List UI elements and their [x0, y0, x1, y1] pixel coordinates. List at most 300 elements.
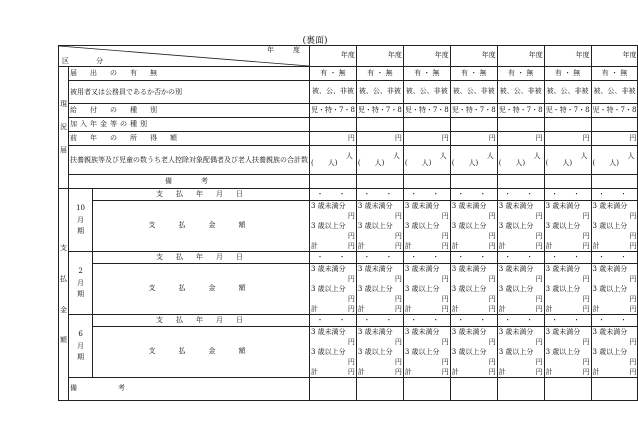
amount-line [452, 337, 496, 347]
amount-line-label: 3 歳以上分 [545, 285, 581, 293]
amount-line [546, 304, 590, 314]
elderly-persons-unit: ( 人) [498, 159, 526, 167]
amount-line-label: 3 歳未満分 [404, 328, 440, 336]
genkyo-value: 被、公、非被 [544, 81, 591, 104]
amount-line-label: 計 [404, 368, 412, 376]
amount-line [452, 231, 496, 241]
dependents-cell [450, 146, 497, 175]
amount-line [499, 221, 543, 231]
amount-line [311, 284, 355, 294]
payment-date-value: ・ ・ [591, 189, 638, 201]
amount-line [358, 241, 402, 251]
amount-line-label: 3 歳未満分 [451, 328, 487, 336]
payment-amount-cell [591, 201, 638, 252]
amount-line-label: 3 歳未満分 [592, 328, 628, 336]
genkyo-row-label: 加入年金等の種別 [69, 118, 310, 132]
amount-line [405, 221, 449, 231]
empty-cell [403, 118, 450, 132]
amount-line [546, 327, 590, 337]
payment-date-value: ・ ・ [497, 252, 544, 264]
elderly-persons-unit: ( 人) [311, 159, 338, 167]
amount-line [358, 201, 402, 211]
amount-line-label: 計 [498, 305, 506, 313]
yen-unit: 円 [394, 275, 402, 283]
payment-amount-label: 支 払 金 額 [93, 264, 310, 315]
period-char: 6 [78, 329, 83, 338]
amount-line [499, 357, 543, 367]
yen-unit: 円 [441, 242, 449, 250]
amount-line-label: 計 [592, 368, 600, 376]
yen-unit: 円 [347, 295, 355, 303]
amount-line-label: 計 [592, 242, 600, 250]
amount-line-label: 計 [404, 242, 412, 250]
amount-line [593, 231, 637, 241]
period-char: 月 [77, 278, 85, 287]
amount-line-label: 3 歳以上分 [545, 348, 581, 356]
amount-line [546, 337, 590, 347]
period-char: 月 [77, 341, 85, 350]
yen-unit: 円 [394, 338, 402, 346]
yen-unit: 円 [488, 275, 496, 283]
amount-line [546, 357, 590, 367]
payment-date-label: 支 払 年 月 日 [93, 252, 310, 264]
yen-unit: 円 [347, 358, 355, 366]
yen-unit: 円 [394, 368, 402, 376]
empty-cell [356, 118, 403, 132]
yen-unit: 円 [488, 212, 496, 220]
amount-line [499, 294, 543, 304]
payment-date-value: ・ ・ [356, 252, 403, 264]
amount-line [593, 367, 637, 377]
amount-line-label: 3 歳以上分 [311, 222, 346, 230]
period-label [69, 252, 93, 315]
payment-amount-cell [356, 201, 403, 252]
amount-line [452, 274, 496, 284]
dependents-cell [591, 146, 638, 175]
amount-line-label: 計 [592, 305, 600, 313]
amount-line-label: 計 [311, 305, 318, 313]
genkyo-value: 有 ・ 無 [591, 67, 638, 81]
amount-line-label: 3 歳以上分 [311, 285, 346, 293]
amount-line-label: 3 歳以上分 [357, 348, 393, 356]
genkyo-value: 円 [403, 132, 450, 146]
amount-line-label: 計 [498, 368, 506, 376]
yen-unit: 円 [629, 295, 637, 303]
payment-amount-cell [450, 201, 497, 252]
yen-unit: 円 [535, 338, 543, 346]
amount-line-label: 3 歳以上分 [498, 285, 534, 293]
yen-unit: 円 [629, 358, 637, 366]
amount-line-label: 3 歳未満分 [545, 202, 581, 210]
year-header: 年度 [450, 46, 497, 67]
amount-line [311, 221, 355, 231]
amount-line [311, 304, 355, 314]
section-char: 届 [60, 145, 67, 154]
yen-unit: 円 [394, 295, 402, 303]
year-header: 年度 [356, 46, 403, 67]
amount-line-label: 計 [545, 242, 553, 250]
amount-line [452, 327, 496, 337]
amount-line [405, 304, 449, 314]
empty-cell [497, 118, 544, 132]
yen-unit: 円 [535, 212, 543, 220]
amount-line [311, 264, 355, 274]
payment-date-value: ・ ・ [544, 252, 591, 264]
amount-line [405, 241, 449, 251]
amount-line [499, 211, 543, 221]
payment-amount-label: 支 払 金 額 [93, 201, 310, 252]
payment-amount-cell [497, 327, 544, 378]
amount-line [593, 284, 637, 294]
amount-line [499, 274, 543, 284]
amount-line-label: 3 歳未満分 [357, 328, 393, 336]
payment-date-value: ・ ・ [497, 189, 544, 201]
amount-line-label: 3 歳以上分 [404, 348, 440, 356]
amount-line [358, 211, 402, 221]
amount-line [311, 294, 355, 304]
persons-unit: 人 [533, 151, 541, 160]
yen-unit: 円 [629, 305, 637, 313]
amount-line [452, 284, 496, 294]
persons-unit: 人 [345, 151, 353, 160]
genkyo-value: 児・特・7・8 [450, 104, 497, 118]
amount-line [358, 231, 402, 241]
payment-date-value: ・ ・ [403, 315, 450, 327]
amount-line [358, 264, 402, 274]
yen-unit: 円 [441, 358, 449, 366]
period-char: 期 [77, 227, 85, 236]
payment-amount-cell [591, 327, 638, 378]
remarks-cell [310, 378, 357, 401]
amount-line-label: 計 [451, 368, 459, 376]
yen-unit: 円 [488, 338, 496, 346]
amount-line [499, 201, 543, 211]
payment-date-label: 支 払 年 月 日 [93, 315, 310, 327]
amount-line [593, 211, 637, 221]
yen-unit: 円 [582, 275, 590, 283]
section-char: 額 [60, 336, 67, 345]
remarks-cell [450, 378, 497, 401]
amount-line [593, 241, 637, 251]
amount-line [358, 357, 402, 367]
amount-line-label: 3 歳未満分 [311, 328, 346, 336]
payment-amount-cell [403, 201, 450, 252]
amount-line [311, 241, 355, 251]
dependents-cell [356, 146, 403, 175]
nendo-label: 年 度 [267, 46, 306, 54]
year-header: 年度 [544, 46, 591, 67]
yen-unit: 円 [347, 368, 355, 376]
yen-unit: 円 [347, 242, 355, 250]
payment-amount-label: 支 払 金 額 [93, 327, 310, 378]
yen-unit: 円 [582, 305, 590, 313]
amount-line [546, 274, 590, 284]
amount-line-label: 3 歳以上分 [404, 222, 440, 230]
yen-unit: 円 [394, 358, 402, 366]
amount-line [593, 327, 637, 337]
period-char: 2 [78, 266, 83, 275]
amount-line [499, 304, 543, 314]
amount-line [499, 367, 543, 377]
genkyo-value: 被、公、非被 [403, 81, 450, 104]
header-corner [59, 46, 310, 67]
amount-line [499, 231, 543, 241]
remarks-text: 備 考 [70, 384, 130, 393]
amount-line [358, 304, 402, 314]
section-char: 支 [60, 244, 67, 252]
amount-line [452, 211, 496, 221]
amount-line [546, 241, 590, 251]
yen-unit: 円 [488, 368, 496, 376]
amount-line [405, 367, 449, 377]
amount-line-label: 計 [311, 242, 318, 250]
yen-unit: 円 [488, 358, 496, 366]
amount-line-label: 3 歳以上分 [451, 348, 487, 356]
amount-line-label: 計 [545, 368, 553, 376]
amount-line [452, 221, 496, 231]
yen-unit: 円 [582, 242, 590, 250]
genkyo-value: 被、公、非被 [591, 81, 638, 104]
genkyo-value: 被、公、非被 [310, 81, 357, 104]
empty-cell [356, 175, 403, 189]
period-char: 10 [76, 203, 85, 212]
amount-line [358, 294, 402, 304]
genkyo-value: 児・特・7・8 [591, 104, 638, 118]
genkyo-value: 児・特・7・8 [310, 104, 357, 118]
yen-unit: 円 [441, 368, 449, 376]
empty-cell [544, 175, 591, 189]
amount-line-label: 3 歳以上分 [498, 348, 534, 356]
amount-line-label: 3 歳以上分 [357, 222, 393, 230]
genkyo-value: 有 ・ 無 [403, 67, 450, 81]
yen-unit: 円 [582, 338, 590, 346]
amount-line-label: 3 歳以上分 [592, 222, 628, 230]
amount-line-label: 3 歳未満分 [498, 265, 534, 273]
amount-line [452, 264, 496, 274]
amount-line-label: 3 歳未満分 [545, 265, 581, 273]
amount-line-label: 3 歳以上分 [592, 348, 628, 356]
amount-line-label: 3 歳未満分 [592, 202, 628, 210]
payment-date-label: 支 払 年 月 日 [93, 189, 310, 201]
empty-cell [310, 118, 357, 132]
persons-unit: 人 [392, 151, 400, 160]
kubun-label: 区 分 [62, 56, 113, 65]
yen-unit: 円 [441, 212, 449, 220]
amount-line-label: 3 歳以上分 [451, 222, 487, 230]
genkyo-row-label: 届 出 の 有 無 [69, 67, 310, 81]
payment-amount-cell [356, 327, 403, 378]
genkyo-value: 円 [544, 132, 591, 146]
empty-cell [497, 175, 544, 189]
payment-amount-cell [403, 327, 450, 378]
amount-line [593, 304, 637, 314]
yen-unit: 円 [488, 295, 496, 303]
amount-line [311, 231, 355, 241]
amount-line-label: 3 歳以上分 [404, 285, 440, 293]
empty-cell [310, 175, 357, 189]
amount-line [405, 357, 449, 367]
year-header: 年度 [591, 46, 638, 67]
yen-unit: 円 [441, 295, 449, 303]
yen-unit: 円 [488, 305, 496, 313]
amount-line-label: 3 歳以上分 [357, 285, 393, 293]
genkyo-row-label: 被用者又は公務員であるか否かの別 [69, 81, 310, 104]
amount-line [499, 241, 543, 251]
yen-unit: 円 [394, 242, 402, 250]
payment-amount-cell [450, 327, 497, 378]
yen-unit: 円 [535, 275, 543, 283]
empty-cell [450, 175, 497, 189]
yen-unit: 円 [535, 232, 543, 240]
amount-line-label: 3 歳以上分 [592, 285, 628, 293]
amount-line [405, 274, 449, 284]
yen-unit: 円 [488, 232, 496, 240]
amount-line-label: 計 [357, 368, 365, 376]
amount-line-label: 3 歳未満分 [451, 265, 487, 273]
dependents-cell [497, 146, 544, 175]
yen-unit: 円 [394, 232, 402, 240]
yen-unit: 円 [582, 358, 590, 366]
persons-unit: 人 [486, 151, 494, 160]
persons-unit: 人 [627, 151, 635, 160]
amount-line [405, 201, 449, 211]
yen-unit: 円 [629, 368, 637, 376]
payment-amount-cell [544, 264, 591, 315]
payment-date-value: ・ ・ [310, 189, 357, 201]
amount-line-label: 3 歳未満分 [404, 202, 440, 210]
payment-date-value: ・ ・ [544, 189, 591, 201]
yen-unit: 円 [347, 275, 355, 283]
amount-line-label: 計 [357, 305, 365, 313]
amount-line [358, 274, 402, 284]
amount-line [593, 337, 637, 347]
amount-line [546, 284, 590, 294]
section-char: 況 [60, 123, 67, 132]
amount-line [311, 274, 355, 284]
yen-unit: 円 [629, 338, 637, 346]
payment-amount-cell [310, 201, 357, 252]
genkyo-value: 円 [450, 132, 497, 146]
payment-amount-cell [310, 264, 357, 315]
yen-unit: 円 [347, 232, 355, 240]
yen-unit: 円 [441, 275, 449, 283]
amount-line [593, 347, 637, 357]
amount-line [405, 294, 449, 304]
yen-unit: 円 [629, 212, 637, 220]
amount-line [546, 367, 590, 377]
amount-line-label: 計 [357, 242, 365, 250]
payment-date-value: ・ ・ [356, 315, 403, 327]
amount-line-label: 3 歳以上分 [451, 285, 487, 293]
amount-line [593, 221, 637, 231]
period-label [69, 189, 93, 252]
yen-unit: 円 [441, 338, 449, 346]
yen-unit: 円 [535, 358, 543, 366]
persons-unit: 人 [439, 151, 447, 160]
payment-date-value: ・ ・ [450, 252, 497, 264]
amount-line [358, 367, 402, 377]
genkyo-row-label: 前 年 の 所 得 額 [69, 132, 310, 146]
payment-amount-cell [450, 264, 497, 315]
amount-line [593, 357, 637, 367]
amount-line [311, 337, 355, 347]
amount-line [452, 304, 496, 314]
empty-cell [591, 118, 638, 132]
genkyo-value: 有 ・ 無 [450, 67, 497, 81]
amount-line [311, 327, 355, 337]
amount-line [358, 284, 402, 294]
amount-line [452, 357, 496, 367]
yen-unit: 円 [582, 232, 590, 240]
period-char: 期 [77, 353, 85, 362]
genkyo-value: 有 ・ 無 [497, 67, 544, 81]
genkyo-value: 児・特・7・8 [544, 104, 591, 118]
amount-line [358, 221, 402, 231]
shiharai-section-label [59, 189, 69, 401]
amount-line [358, 327, 402, 337]
genkyo-row-label: 給 付 の 種 別 [69, 104, 310, 118]
payment-amount-cell [497, 264, 544, 315]
yen-unit: 円 [535, 295, 543, 303]
amount-line [405, 327, 449, 337]
yen-unit: 円 [441, 232, 449, 240]
amount-line [311, 367, 355, 377]
section-char: 現 [60, 100, 67, 109]
yen-unit: 円 [535, 368, 543, 376]
payment-date-value: ・ ・ [591, 315, 638, 327]
amount-line [546, 221, 590, 231]
year-header: 年度 [403, 46, 450, 67]
genkyo-section-label [59, 67, 69, 189]
amount-line [405, 264, 449, 274]
section-char: 払 [60, 274, 67, 283]
dependents-cell [544, 146, 591, 175]
yen-unit: 円 [394, 212, 402, 220]
elderly-persons-unit: ( 人) [545, 159, 573, 167]
section-char: 金 [60, 305, 67, 314]
genkyo-value: 有 ・ 無 [310, 67, 357, 81]
amount-line-label: 3 歳未満分 [311, 202, 346, 210]
empty-cell [591, 175, 638, 189]
persons-unit: 人 [580, 151, 588, 160]
amount-line [499, 284, 543, 294]
genkyo-value: 被、公、非被 [497, 81, 544, 104]
elderly-persons-unit: ( 人) [404, 159, 432, 167]
yen-unit: 円 [394, 305, 402, 313]
yen-unit: 円 [347, 305, 355, 313]
remarks-cell [403, 378, 450, 401]
payment-date-value: ・ ・ [403, 189, 450, 201]
benefit-record-table [58, 45, 638, 401]
genkyo-value: 円 [497, 132, 544, 146]
payment-date-value: ・ ・ [497, 315, 544, 327]
yen-unit: 円 [629, 232, 637, 240]
payment-amount-cell [356, 264, 403, 315]
genkyo-value: 児・特・7・8 [497, 104, 544, 118]
amount-line-label: 3 歳未満分 [404, 265, 440, 273]
amount-line [311, 347, 355, 357]
amount-line-label: 3 歳未満分 [545, 328, 581, 336]
yen-unit: 円 [347, 338, 355, 346]
amount-line-label: 計 [451, 305, 459, 313]
amount-line [452, 201, 496, 211]
payment-amount-cell [544, 327, 591, 378]
genkyo-value: 円 [591, 132, 638, 146]
amount-line [311, 211, 355, 221]
amount-line [358, 347, 402, 357]
payment-date-value: ・ ・ [356, 189, 403, 201]
remarks-cell [497, 378, 544, 401]
